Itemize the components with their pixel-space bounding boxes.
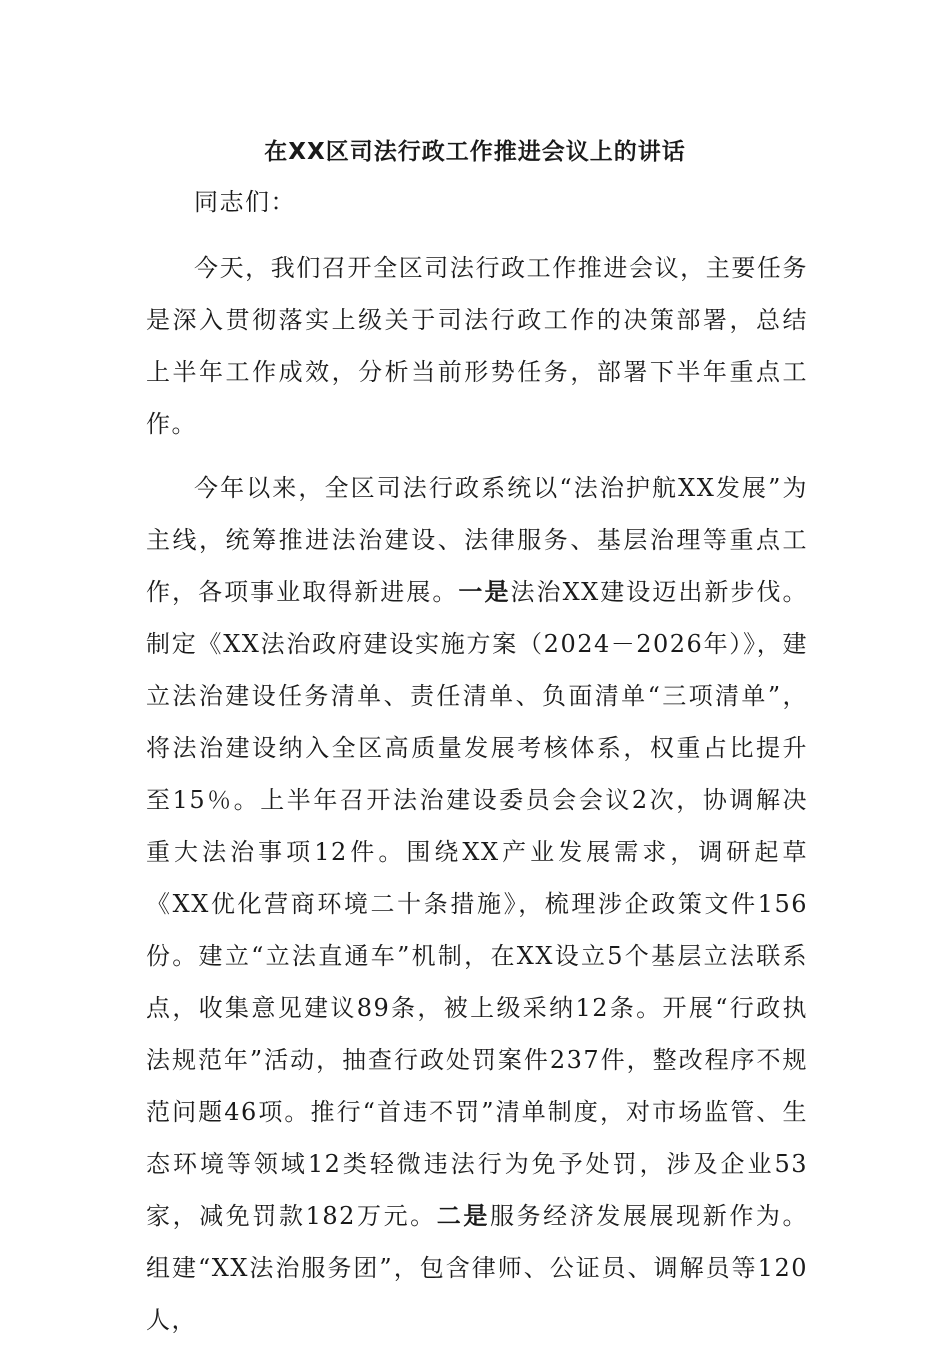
salutation: 同志们： bbox=[194, 188, 296, 216]
point-two-label: 二是 bbox=[436, 1202, 490, 1230]
point-two-text: 服务经济发展展现新作为。组建“XX法治服务团”，包含律师、公证员、调解员等120人， bbox=[146, 1202, 809, 1334]
point-one-label: 一是 bbox=[458, 578, 511, 606]
paragraph-intro: 今年以来，全区司法行政系统以“法治护航XX发展”为主线，统筹推进法治建设、法律服务、基层治理等重点工作，各项事业取得新进展。 bbox=[146, 474, 808, 606]
paragraph-opening: 今天，我们召开全区司法行政工作推进会议，主要任务是深入贯彻落实上级关于司法行政工作的决策部署，总结上半年工作成效，分析当前形势任务，部署下半年重点工作。 bbox=[146, 254, 808, 438]
point-one-text: 法治XX建设迈出新步伐。制定《XX法治政府建设实施方案（2024－2026年）》，建立法治建设任务清单、责任清单、负面清单“三项清单”，将法治建设纳入全区高质量发展考核体系，权重占比提升至15％。上半年召开法治建设委员会会议2次，协调解决重大法治事项12件。围绕XX产业发展需求，调研起草《XX优化营商环境二十条措施》，梳理涉企政策文件156份。建立“立法直通车”机制，在XX设立5个基层立法联系点，收集意见建议89条，被上级采纳12条。开展“行政执法规范年”活动，抽查行政处罚案件237件，整改程序不规范问题46项。推行“首违不罚”清单制度，对市场监管、生态环境等领域12类轻微违法行为免予处罚，涉及企业53家，减免罚款182万元。 bbox=[146, 578, 809, 1230]
document-body bbox=[146, 176, 808, 1346]
document-title: 在XX区司法行政工作推进会议上的讲话 bbox=[264, 139, 686, 165]
paragraph-achievements bbox=[146, 462, 808, 1346]
